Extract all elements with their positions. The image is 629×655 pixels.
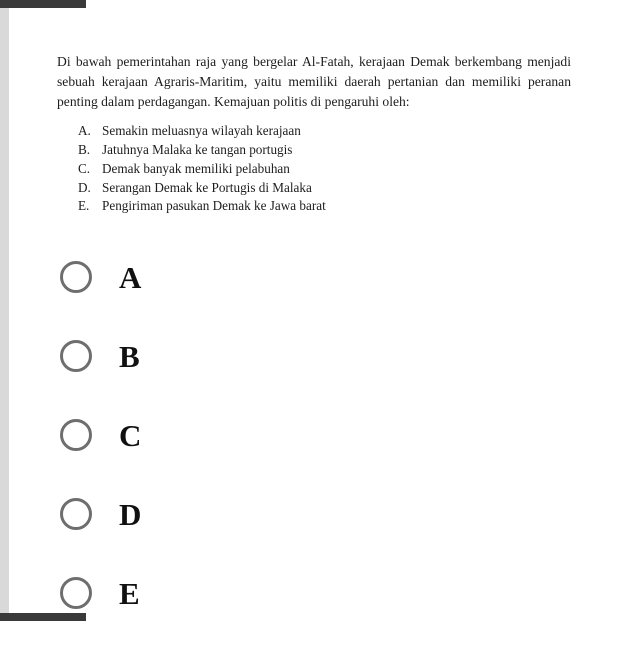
top-partial-bar (0, 0, 86, 8)
answer-option-a[interactable] (60, 260, 571, 294)
radio-button-e[interactable] (60, 577, 92, 609)
choice-text: Serangan Demak ke Portugis di Malaka (102, 179, 312, 195)
radio-button-c[interactable] (60, 419, 92, 451)
answer-option-b[interactable] (60, 339, 571, 373)
choice-label: B. (78, 142, 91, 158)
choice-list (78, 122, 571, 216)
answer-options (60, 260, 571, 610)
answer-option-e[interactable] (60, 576, 571, 610)
left-edge-strip (0, 0, 9, 621)
choice-label: D. (78, 179, 91, 195)
choice-label: C. (78, 160, 91, 176)
answer-letter: E (119, 575, 140, 611)
choice-item-b (78, 141, 571, 160)
answer-letter: C (119, 417, 142, 453)
choice-text: Demak banyak memiliki pelabuhan (102, 160, 290, 176)
answer-letter: D (119, 496, 142, 532)
radio-button-d[interactable] (60, 498, 92, 530)
choice-item-c (78, 160, 571, 179)
choice-item-e (78, 197, 571, 216)
choice-text: Jatuhnya Malaka ke tangan portugis (102, 142, 293, 158)
radio-button-a[interactable] (60, 261, 92, 293)
quiz-content (57, 52, 571, 655)
choice-item-d (78, 179, 571, 198)
choice-item-a (78, 122, 571, 141)
question-text: Di bawah pemerintahan raja yang bergelar Al-Fatah, kerajaan Demak berkembang menjadi sebuah kerajaan Agraris-Maritim, yaitu memiliki daerah pertanian dan memiliki peranan penting dalam perdagangan. Kemajuan politis di pengaruhi oleh: (57, 54, 571, 110)
choice-label: E. (78, 198, 90, 214)
radio-button-b[interactable] (60, 340, 92, 372)
choice-label: A. (78, 123, 91, 139)
answer-option-c[interactable] (60, 418, 571, 452)
answer-option-d[interactable] (60, 497, 571, 531)
choice-text: Semakin meluasnya wilayah kerajaan (102, 123, 301, 139)
choice-text: Pengiriman pasukan Demak ke Jawa barat (102, 198, 326, 214)
answer-letter: A (119, 259, 142, 295)
answer-letter: B (119, 338, 140, 374)
